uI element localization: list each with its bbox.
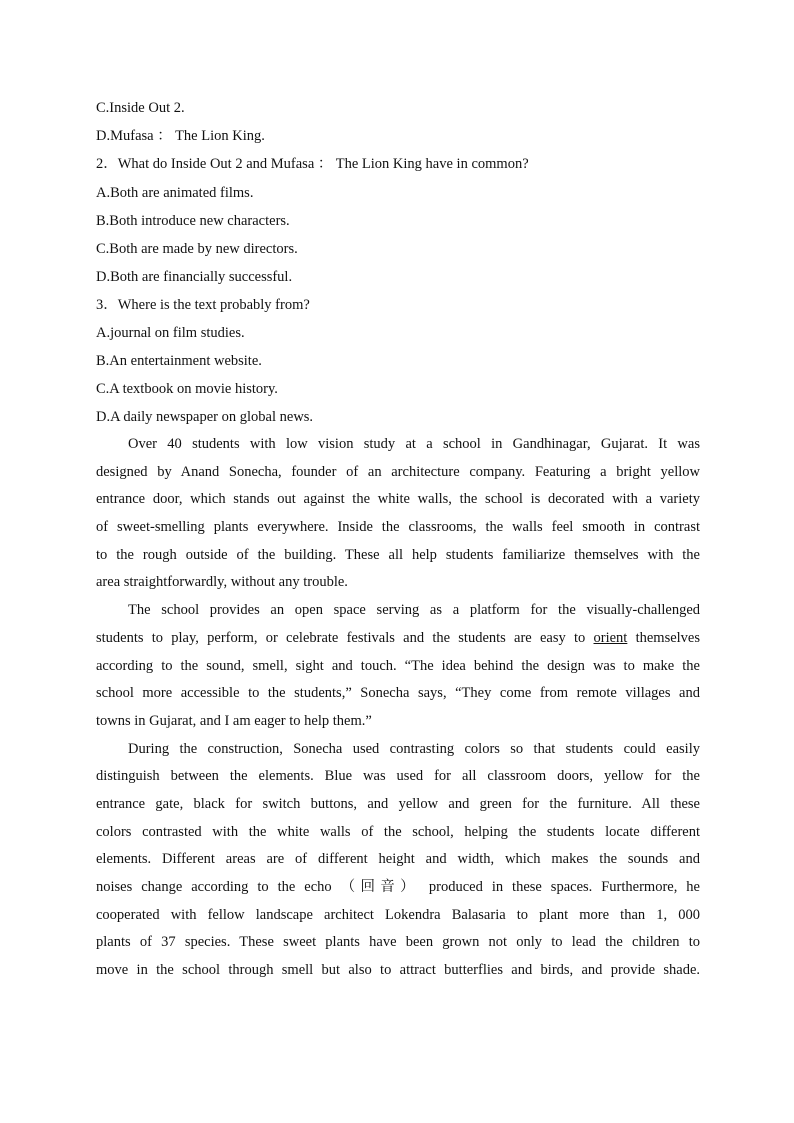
passage-paragraph-1 — [96, 431, 700, 597]
question-3-option-a: A.journal on film studies. — [96, 325, 245, 341]
paragraph-line: move in the school through smell but also to attract butterflies and birds, and provide shade. — [96, 962, 700, 979]
question-2-option-c: C.Both are made by new directors. — [96, 240, 298, 257]
option-c-prev: C.Inside Out 2. — [96, 100, 185, 116]
paragraph-line: designed by Anand Sonecha, founder of an architecture company. Featuring a bright yellow — [96, 463, 700, 480]
passage-paragraph-3 — [96, 736, 700, 985]
paragraph-line: to the rough outside of the building. These all help students familiarize themselves with the — [96, 546, 700, 563]
line-text: themselves — [627, 629, 701, 646]
paragraph-line: entrance gate, black for switch buttons, and yellow and green for the furniture. All these — [96, 795, 700, 812]
paragraph-line: noises change according to the echo （回音） produced in these spaces. Furthermore, he — [96, 879, 700, 895]
paragraph-line — [96, 625, 700, 653]
question-3-option-c: C.A textbook on movie history. — [96, 381, 278, 397]
paragraph-line: Over 40 students with low vision study at a school in Gandhinagar, Gujarat. It was — [128, 436, 700, 452]
paragraph-line: of sweet-smelling plants everywhere. Inside the classrooms, the walls feel smooth in contrast — [96, 519, 700, 536]
paragraph-line: During the construction, Sonecha used contrasting colors so that students could easily — [128, 740, 700, 757]
question-2-stem: 2．What do Inside Out 2 and Mufasa ： The Lion King have in common? — [96, 156, 529, 172]
question-3-option-d: D.A daily newspaper on global news. — [96, 409, 314, 425]
paragraph-line: distinguish between the elements. Blue was used for all classroom doors, yellow for the — [96, 768, 700, 785]
paragraph-line: entrance door, which stands out against the white walls, the school is decorated with a variety — [96, 491, 700, 508]
paragraph-line: The school provides an open space serving as a platform for the visually-challenged — [128, 602, 700, 619]
document-page — [96, 94, 700, 985]
line-text: students to play, perform, or celebrate festivals and the students are easy to — [96, 629, 586, 646]
paragraph-line: towns in Gujarat, and I am eager to help them.” — [96, 712, 372, 729]
paragraph-line: school more accessible to the students,” Sonecha says, “They come from remote villages and — [96, 685, 700, 702]
question-2-option-d: D.Both are financially successful. — [96, 268, 293, 285]
question-2-option-a: A.Both are animated films. — [96, 184, 254, 201]
question-3-stem: 3．Where is the text probably from? — [96, 296, 310, 313]
paragraph-line: colors contrasted with the white walls of the school, helping the students locate different — [96, 823, 700, 840]
paragraph-line: area straightforwardly, without any trouble. — [96, 574, 348, 591]
question-2-option-b: B.Both introduce new characters. — [96, 212, 290, 229]
question-3-option-b: B.An entertainment website. — [96, 353, 262, 369]
paragraph-line: cooperated with fellow landscape architect Lokendra Balasaria to plant more than 1, 000 — [96, 906, 700, 923]
underlined-word: orient — [593, 629, 628, 646]
paragraph-line: according to the sound, smell, sight and touch. “The idea behind the design was to make the — [96, 657, 700, 674]
paragraph-line: elements. Different areas are of different height and width, which makes the sounds and — [96, 851, 700, 868]
passage-paragraph-2 — [96, 597, 700, 735]
paragraph-line: plants of 37 species. These sweet plants have been grown not only to lead the children to — [96, 934, 700, 951]
option-d-prev: D.Mufasa ： The Lion King. — [96, 128, 265, 144]
